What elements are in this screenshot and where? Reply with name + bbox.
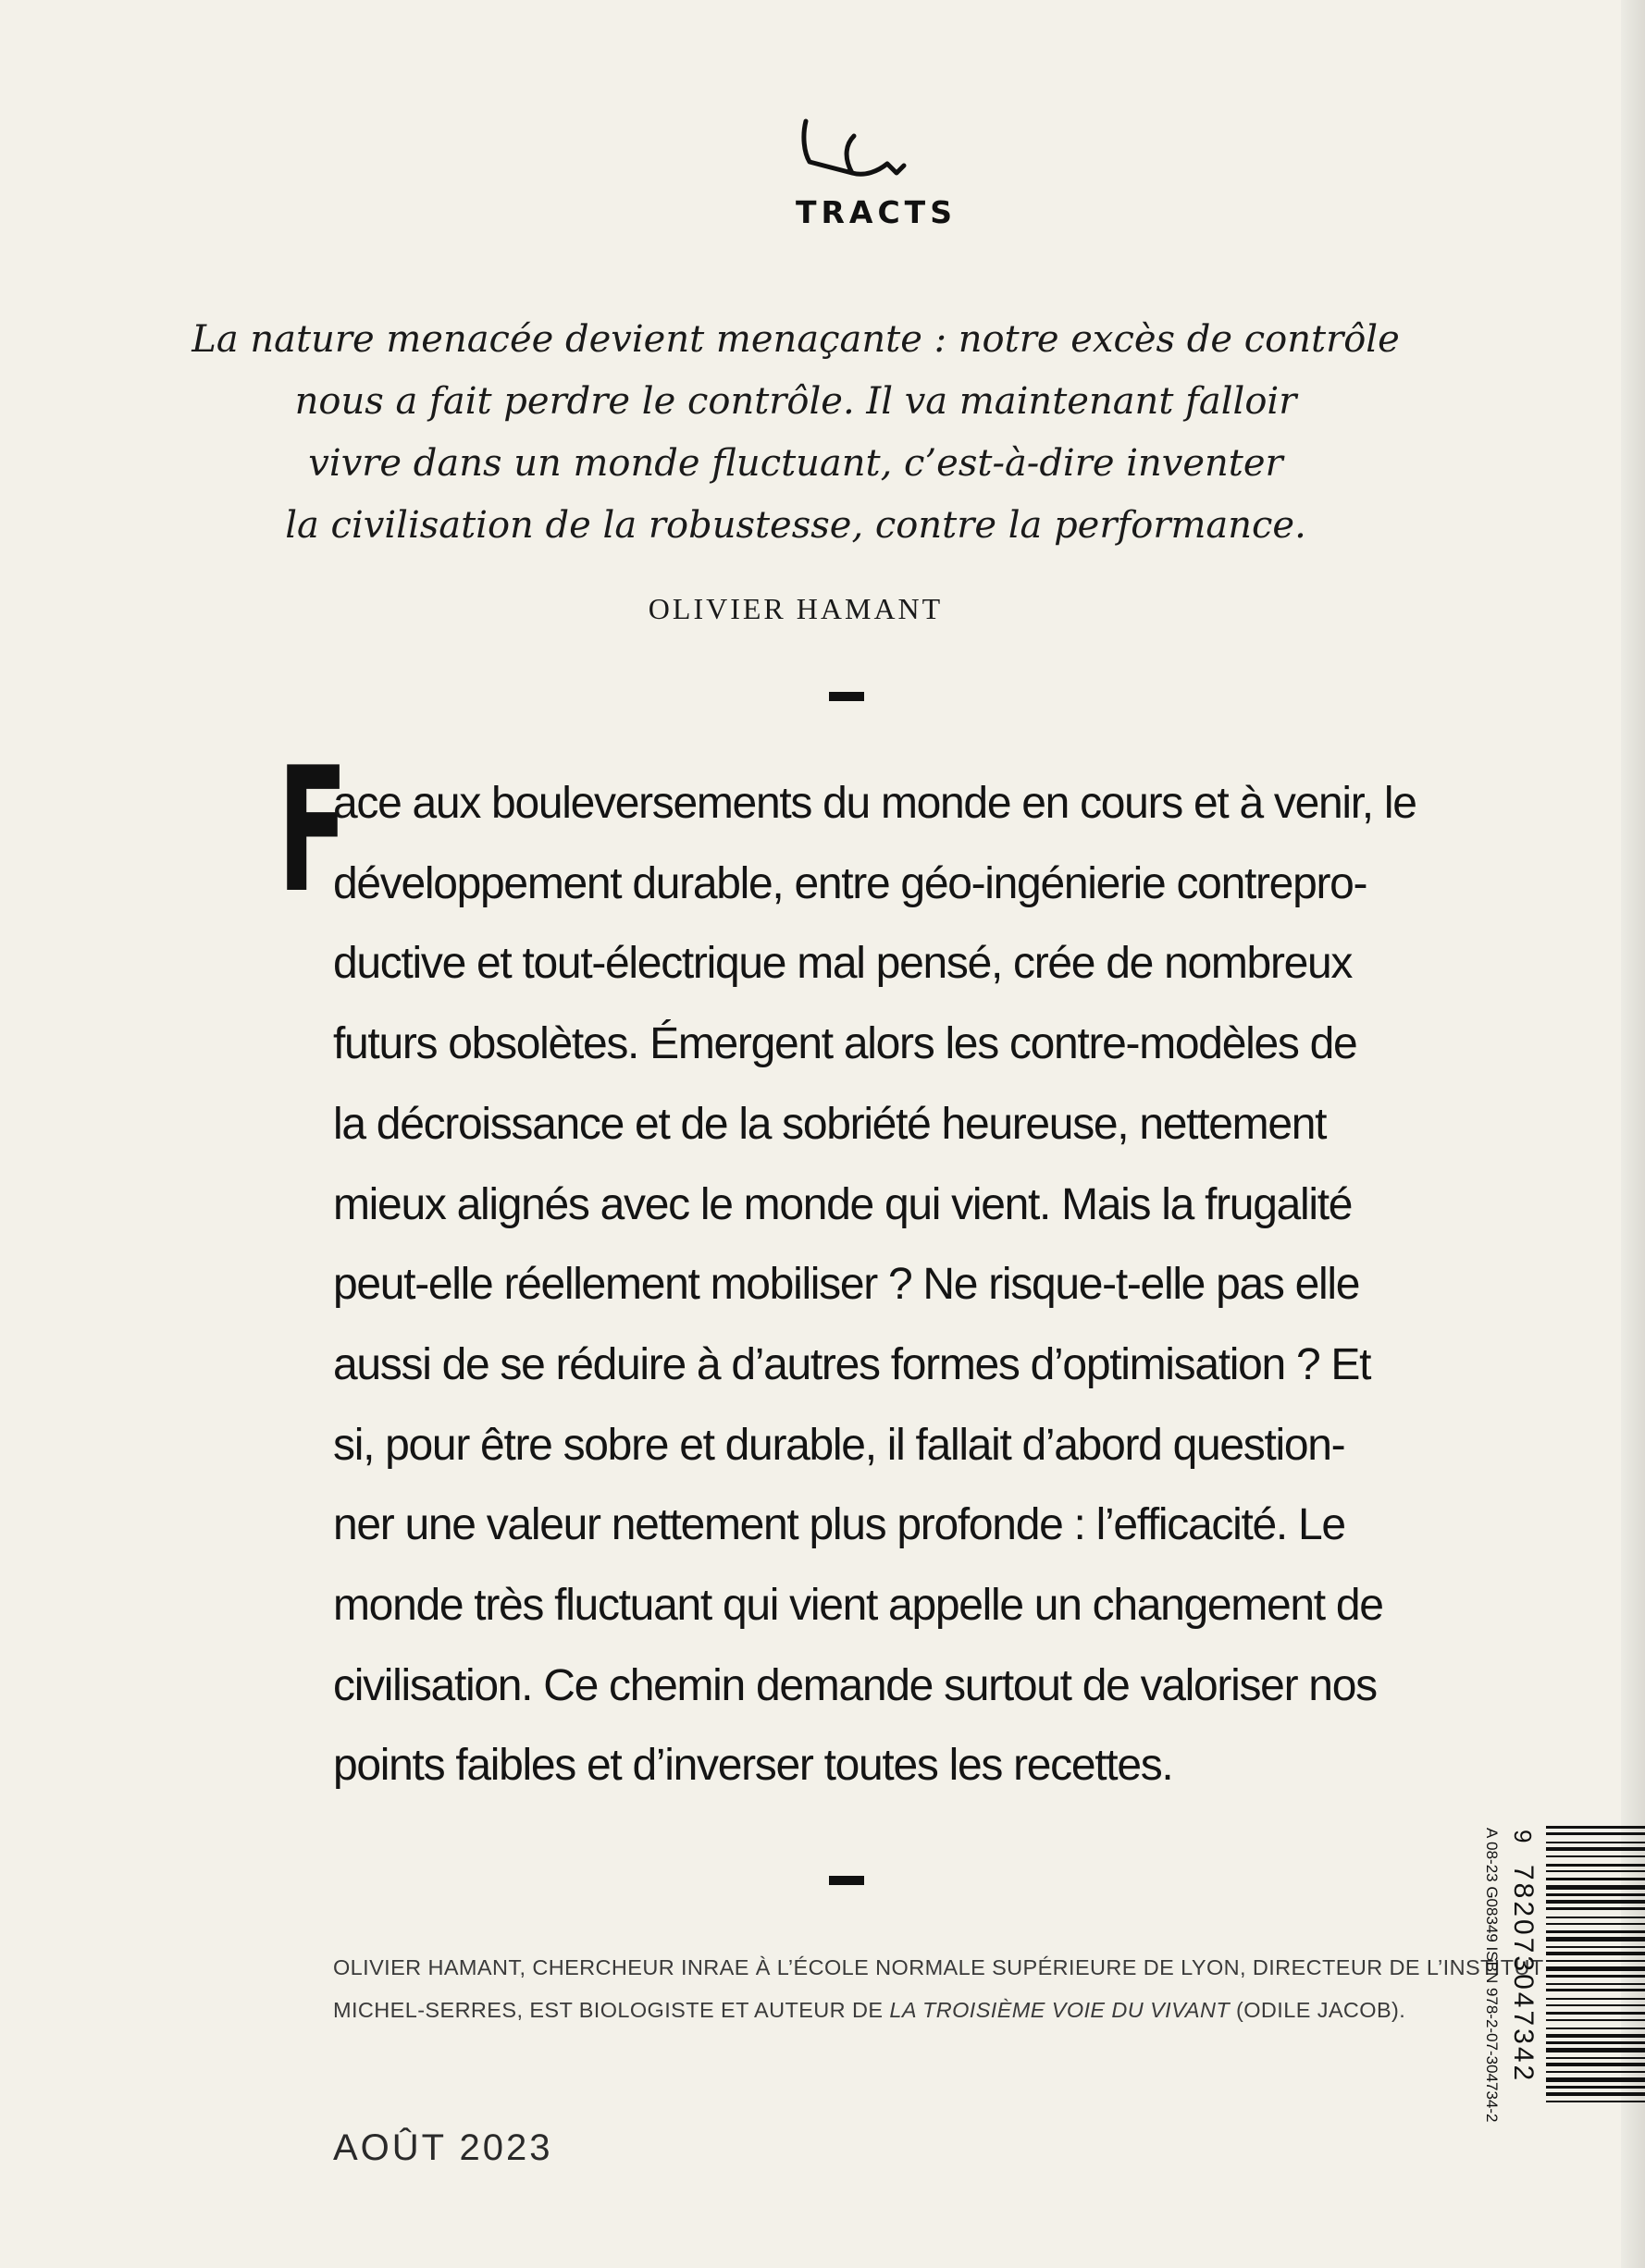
publication-date: AOÛT 2023: [333, 2127, 553, 2168]
blurb-line: si, pour être sobre et durable, il fallait d’abord question-: [333, 1420, 1345, 1470]
blurb-text: [333, 764, 1416, 1806]
barcode-bar: [1546, 2086, 1645, 2089]
barcode-product-code: A 08-23 G08349 ISBN 978-2-07-304734-2: [1483, 1828, 1501, 2123]
book-title: LA TROISIÈME VOIE DU VIVANT: [889, 1998, 1231, 2022]
barcode-bar: [1546, 1864, 1645, 1867]
barcode-bar: [1546, 2012, 1645, 2015]
quote-line: vivre dans un monde fluctuant, c’est-à-dire inventer: [308, 442, 1283, 485]
barcode-bar: [1546, 2019, 1645, 2021]
quote-line: nous a fait perdre le contrôle. Il va maintenant falloir: [294, 380, 1297, 423]
blurb-line: futurs obsolètes. Émergent alors les contre-modèles de: [333, 1019, 1357, 1069]
blurb-line: aussi de se réduire à d’autres formes d’optimisation ? Et: [333, 1339, 1371, 1389]
barcode-bar: [1546, 1847, 1645, 1851]
blurb-line: ner une valeur nettement plus profonde : l’efficacité. Le: [333, 1500, 1345, 1550]
blurb-line: peut-elle réellement mobiliser ? Ne risque-t-elle pas elle: [333, 1260, 1360, 1310]
barcode-bar: [1546, 2057, 1645, 2059]
blurb-line: ace aux bouleversements du monde en cours et à venir, le: [333, 779, 1416, 828]
blurb-line: points faibles et d’inverser toutes les recettes.: [333, 1741, 1173, 1791]
barcode-bar: [1546, 1885, 1645, 1890]
blurb-line: mieux alignés avec le monde qui vient. Mais la frugalité: [333, 1179, 1353, 1229]
barcode-digits: 782073047342: [1508, 1865, 1539, 2084]
barcode-bar: [1546, 1870, 1645, 1872]
barcode-bar: [1546, 1946, 1645, 1948]
blurb-line: monde très fluctuant qui vient appelle un changement de: [333, 1581, 1383, 1631]
barcode-bar: [1546, 1983, 1645, 1985]
barcode-bar: [1546, 1907, 1645, 1910]
barcode-bar: [1546, 1975, 1645, 1978]
tracts-wordmark: TRACTS: [796, 194, 957, 230]
barcode-bar: [1546, 1855, 1645, 1857]
barcode-bar: [1546, 1893, 1645, 1896]
barcode-bar: [1546, 1937, 1645, 1941]
barcode-bar: [1546, 1998, 1645, 2000]
barcode-bars: [1546, 1826, 1645, 2102]
barcode-bar: [1546, 1923, 1645, 1925]
barcode-bar: [1546, 1917, 1645, 1918]
barcode-bar: [1546, 2028, 1645, 2029]
section-divider-bottom: [829, 1876, 864, 1885]
barcode-bar: [1546, 2048, 1645, 2052]
quote-author: OLIVIER HAMANT: [648, 592, 944, 625]
barcode-bar: [1546, 1930, 1645, 1933]
barcode-bar: [1546, 1832, 1645, 1835]
bio-line: OLIVIER HAMANT, CHERCHEUR INRAE À L’ÉCOLE NORMALE SUPÉRIEURE DE LYON, DIRECTEUR DE L’INSTITUT: [333, 1955, 1544, 1979]
barcode-bar: [1546, 1960, 1645, 1962]
barcode-bar: [1546, 1989, 1645, 1991]
barcode-graphic: [1485, 1820, 1645, 2190]
quote-line: La nature menacée devient menaçante : notre excès de contrôle: [192, 318, 1400, 361]
barcode-bar: [1546, 1952, 1645, 1955]
blurb-line: civilisation. Ce chemin demande surtout de valoriser nos: [333, 1660, 1377, 1710]
barcode-bar: [1546, 2077, 1645, 2082]
blurb-line: développement durable, entre géo-ingénierie contrepro-: [333, 858, 1367, 908]
bio-text: (ODILE JACOB).: [1230, 1998, 1406, 2022]
section-divider-top: [829, 692, 864, 701]
barcode-bar: [1546, 2063, 1645, 2066]
barcode-bar: [1546, 1826, 1645, 1829]
barcode-lead-digit: 9: [1509, 1830, 1537, 1843]
author-bio: [333, 1946, 1544, 2031]
blurb-line: la décroissance et de la sobriété heureuse, nettement: [333, 1099, 1327, 1149]
barcode-bar: [1546, 1878, 1645, 1880]
barcode-bar: [1546, 1966, 1645, 1971]
epigraph-quote: [185, 309, 1406, 557]
barcode-bar: [1546, 1900, 1645, 1904]
barcode-bar: [1546, 2092, 1645, 2096]
barcode-bar: [1546, 2071, 1645, 2073]
barcode-bar: [1546, 2041, 1645, 2044]
quote-line: la civilisation de la robustesse, contre la performance.: [285, 504, 1306, 547]
barcode-bar: [1546, 2034, 1645, 2038]
isbn-barcode: [1485, 1820, 1645, 2190]
barcode-bar: [1546, 2004, 1645, 2006]
tracts-logo: [796, 116, 957, 230]
drop-cap: F: [278, 730, 349, 931]
tracts-logo-mark: [800, 116, 911, 185]
bio-text: MICHEL-SERRES, EST BIOLOGISTE ET AUTEUR DE: [333, 1998, 890, 2022]
bio-line: [333, 1989, 1406, 2031]
barcode-bar: [1546, 2101, 1645, 2102]
barcode-bar: [1546, 1842, 1645, 1843]
blurb-line: ductive et tout-électrique mal pensé, crée de nombreux: [333, 939, 1353, 989]
